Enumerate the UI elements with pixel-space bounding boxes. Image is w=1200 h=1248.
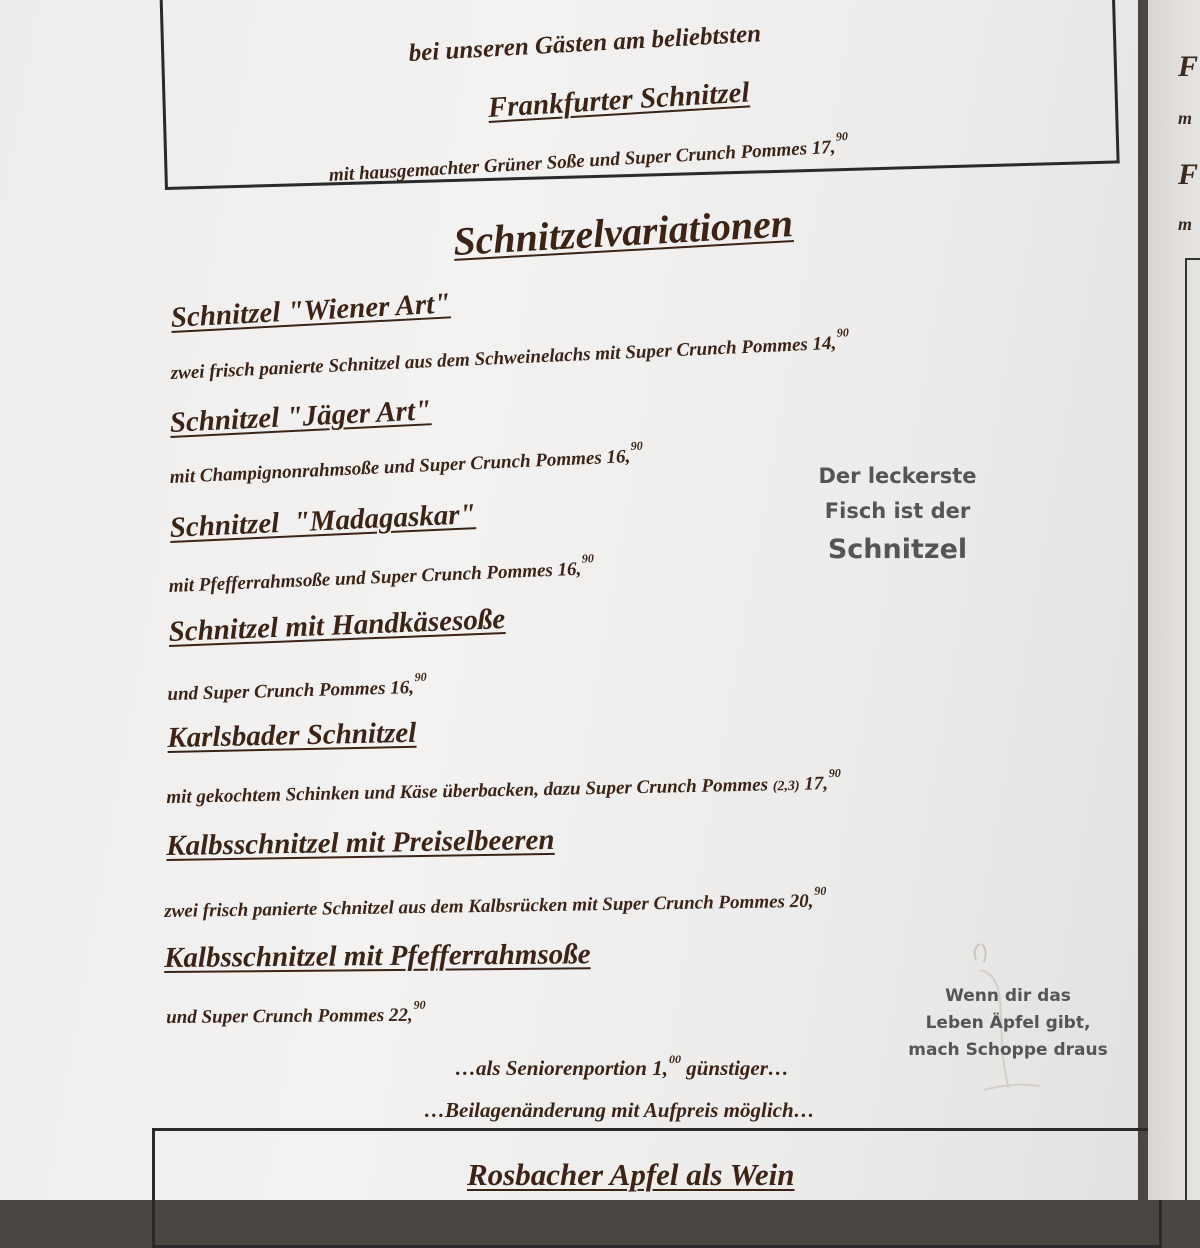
price-cents: 90 xyxy=(581,551,595,566)
item-desc-text: mit gekochtem Schinken und Käse überbacken, dazu Super Crunch Pommes xyxy=(166,774,769,808)
item-title-madagaskar: Schnitzel "Madagaskar" xyxy=(169,498,477,544)
section-heading: Schnitzelvariationen xyxy=(452,200,795,264)
senior-note-before: …als Seniorenportion 1, xyxy=(455,1056,668,1080)
fish-slogan-line3: Schnitzel xyxy=(827,534,968,565)
side-dish-note: …Beilagenänderung mit Aufpreis möglich… xyxy=(424,1098,815,1122)
price-cents: 90 xyxy=(828,765,841,781)
adjacent-page-text: F xyxy=(1178,158,1199,191)
price: 17, xyxy=(804,773,829,795)
price-cents: 90 xyxy=(414,669,427,685)
price-cents: 90 xyxy=(413,997,426,1012)
apple-slogan-line2: Leben Äpfel gibt, xyxy=(925,1013,1091,1033)
fish-slogan xyxy=(800,458,995,572)
price-cents: 90 xyxy=(630,438,644,454)
featured-subtitle: bei unseren Gästen am beliebtsten xyxy=(408,20,762,67)
item-title-wiener-art: Schnitzel "Wiener Art" xyxy=(170,287,452,334)
adjacent-page-text: m xyxy=(1178,214,1193,234)
item-desc-kalb-pfefferrahm xyxy=(166,998,426,1029)
item-title-jaeger-art: Schnitzel "Jäger Art" xyxy=(169,394,432,439)
item-desc-text: und Super Crunch Pommes 22, xyxy=(166,1004,413,1028)
adjacent-page xyxy=(1148,0,1200,1200)
item-desc-madagaskar xyxy=(168,551,595,598)
item-desc-text: mit Pfefferrahmsoße und Super Crunch Pommes 16, xyxy=(168,558,582,597)
item-desc-text: zwei frisch panierte Schnitzel aus dem Kalbsrücken mit Super Crunch Pommes 20, xyxy=(164,890,814,922)
item-desc-text: und Super Crunch Pommes 16, xyxy=(167,677,415,705)
fish-slogan-line2: Fisch ist der xyxy=(824,499,971,523)
adjacent-page-text: m xyxy=(1178,108,1193,128)
item-desc-jaeger-art xyxy=(169,439,644,489)
item-desc-handkaese xyxy=(167,670,427,706)
item-desc-text: zwei frisch panierte Schnitzel aus dem Schweinelachs mit Super Crunch Pommes 14, xyxy=(170,332,837,384)
item-desc-karlsbader xyxy=(166,766,841,809)
fish-slogan-line1: Der leckerste xyxy=(818,464,977,488)
senior-note-cents: 00 xyxy=(668,1052,681,1066)
price-cents: 90 xyxy=(814,883,827,898)
adjacent-page-box xyxy=(1185,258,1200,1200)
item-title-handkaese: Schnitzel mit Handkäsesoße xyxy=(168,603,506,648)
item-desc-wiener-art xyxy=(170,325,850,385)
bottom-box-title: Rosbacher Apfel als Wein xyxy=(467,1157,795,1192)
apple-slogan xyxy=(892,983,1124,1064)
featured-desc-text: mit hausgemachter Grüner Soße und Super Crunch Pommes 17, xyxy=(328,136,837,186)
apple-slogan-line1: Wenn dir das xyxy=(945,986,1071,1006)
apple-slogan-line3: mach Schoppe draus xyxy=(908,1040,1108,1060)
featured-price-cents: 90 xyxy=(835,128,849,144)
item-title-karlsbader: Karlsbader Schnitzel xyxy=(167,716,417,754)
senior-note-after: günstiger… xyxy=(680,1056,789,1080)
adjacent-page-text: F xyxy=(1178,50,1199,83)
featured-title: Frankfurter Schnitzel xyxy=(487,76,751,124)
item-desc-kalb-preiselbeeren xyxy=(164,884,827,923)
item-title-kalb-preiselbeeren: Kalbsschnitzel mit Preiselbeeren xyxy=(166,823,555,862)
price-cents: 90 xyxy=(836,325,850,340)
allergen-codes: (2,3) xyxy=(772,778,800,795)
item-title-kalb-pfefferrahm: Kalbsschnitzel mit Pfefferrahmsoße xyxy=(164,938,591,974)
item-desc-text: mit Champignonrahmsoße und Super Crunch Pommes 16, xyxy=(169,446,631,488)
senior-note xyxy=(455,1052,789,1081)
